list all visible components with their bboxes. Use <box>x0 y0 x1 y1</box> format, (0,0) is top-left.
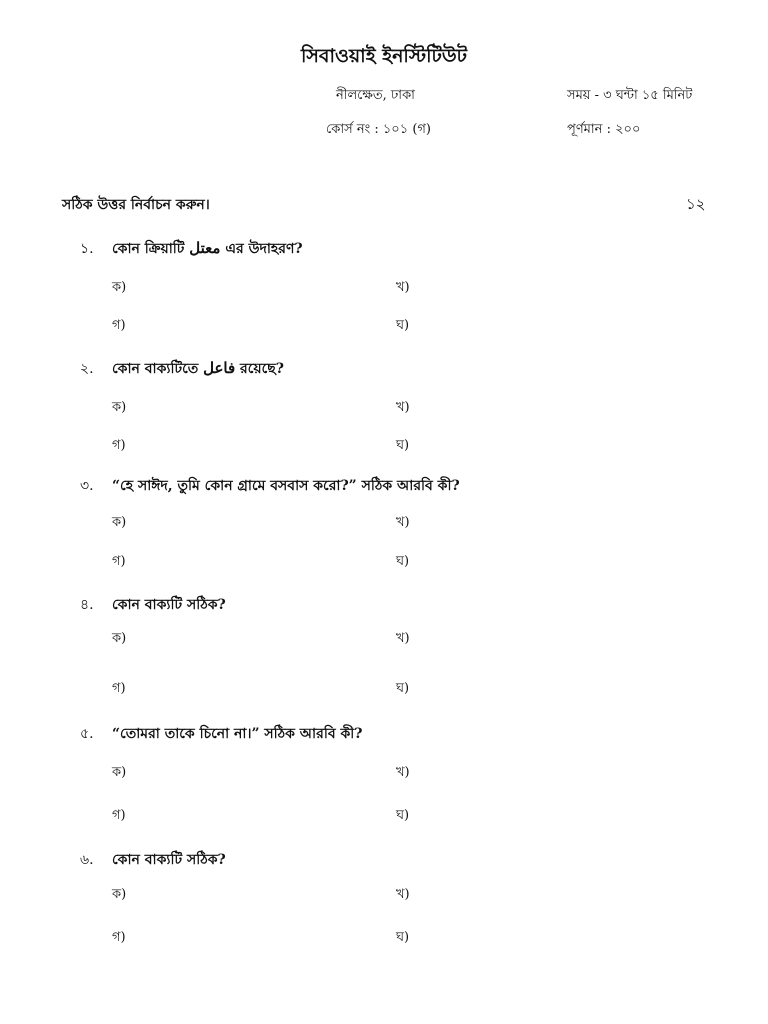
option-label: ঘ) <box>396 808 410 823</box>
option-label: খ) <box>396 631 410 646</box>
question-text-pre: কোন বাক্যটি সঠিক? <box>112 852 226 868</box>
option-label: ক) <box>112 887 127 902</box>
option-label: ঘ) <box>396 930 410 945</box>
option-label: খ) <box>396 887 410 902</box>
option-label: ক) <box>112 515 127 530</box>
option-label: ক) <box>112 280 127 295</box>
question-1 <box>0 237 768 257</box>
location-text: নীলক্ষেত, ঢাকা <box>336 88 415 103</box>
question-text <box>112 722 363 746</box>
option-label: গ) <box>112 554 126 569</box>
exam-duration: সময় - ৩ ঘন্টা ১৫ মিনিট <box>567 88 693 103</box>
question-number: ২. <box>80 361 94 377</box>
option-label: ঘ) <box>396 318 410 333</box>
question-6 <box>0 848 768 868</box>
question-text-pre: কোন বাক্যটি সঠিক? <box>112 597 226 613</box>
question-4 <box>0 593 768 613</box>
institute-title: সিবাওয়াই ইনস্টিটিউট <box>300 45 468 67</box>
question-number: ৪. <box>80 597 94 613</box>
question-text-post: এর উদাহরণ? <box>225 241 303 257</box>
option-label: ঘ) <box>396 554 410 569</box>
question-number: ১. <box>80 241 94 257</box>
option-label: ঘ) <box>396 438 410 453</box>
option-label: গ) <box>112 681 126 696</box>
section-marks: ১২ <box>686 195 706 213</box>
option-label: গ) <box>112 930 126 945</box>
question-text-pre: কোন বাক্যটিতে <box>112 361 199 377</box>
option-label: গ) <box>112 438 126 453</box>
option-label: ক) <box>112 765 127 780</box>
option-label: খ) <box>396 765 410 780</box>
question-text-arabic: معتل <box>189 239 221 257</box>
option-label: ঘ) <box>396 681 410 696</box>
option-label: খ) <box>396 515 410 530</box>
question-text <box>112 474 460 498</box>
option-label: খ) <box>396 280 410 295</box>
course-number: কোর্স নং : ১০১ (গ) <box>326 122 431 137</box>
question-text-pre: “হে সাঈদ, তুমি কোন গ্রামে বসবাস করো?” সঠিক আরবি কী? <box>112 478 460 494</box>
question-text <box>112 593 226 617</box>
question-text-arabic: فاعل <box>203 359 236 377</box>
option-label: খ) <box>396 400 410 415</box>
question-text <box>112 848 226 872</box>
question-3 <box>0 474 768 494</box>
option-label: গ) <box>112 808 126 823</box>
option-label: ক) <box>112 631 127 646</box>
question-number: ৩. <box>80 478 94 494</box>
question-text-pre: “তোমরা তাকে চিনো না।” সঠিক আরবি কী? <box>112 726 363 742</box>
question-text-post: রয়েছে? <box>240 361 284 377</box>
question-number: ৫. <box>80 726 94 742</box>
option-label: ক) <box>112 400 127 415</box>
question-number: ৬. <box>80 852 94 868</box>
question-2 <box>0 357 768 377</box>
question-text <box>112 237 303 261</box>
question-5 <box>0 722 768 742</box>
full-marks: পূর্ণমান : ২০০ <box>567 122 641 137</box>
section-instruction: সঠিক উত্তর নির্বাচন করুন। <box>62 197 210 213</box>
question-text-pre: কোন ক্রিয়াটি <box>112 241 185 257</box>
option-label: গ) <box>112 318 126 333</box>
question-text <box>112 357 284 381</box>
